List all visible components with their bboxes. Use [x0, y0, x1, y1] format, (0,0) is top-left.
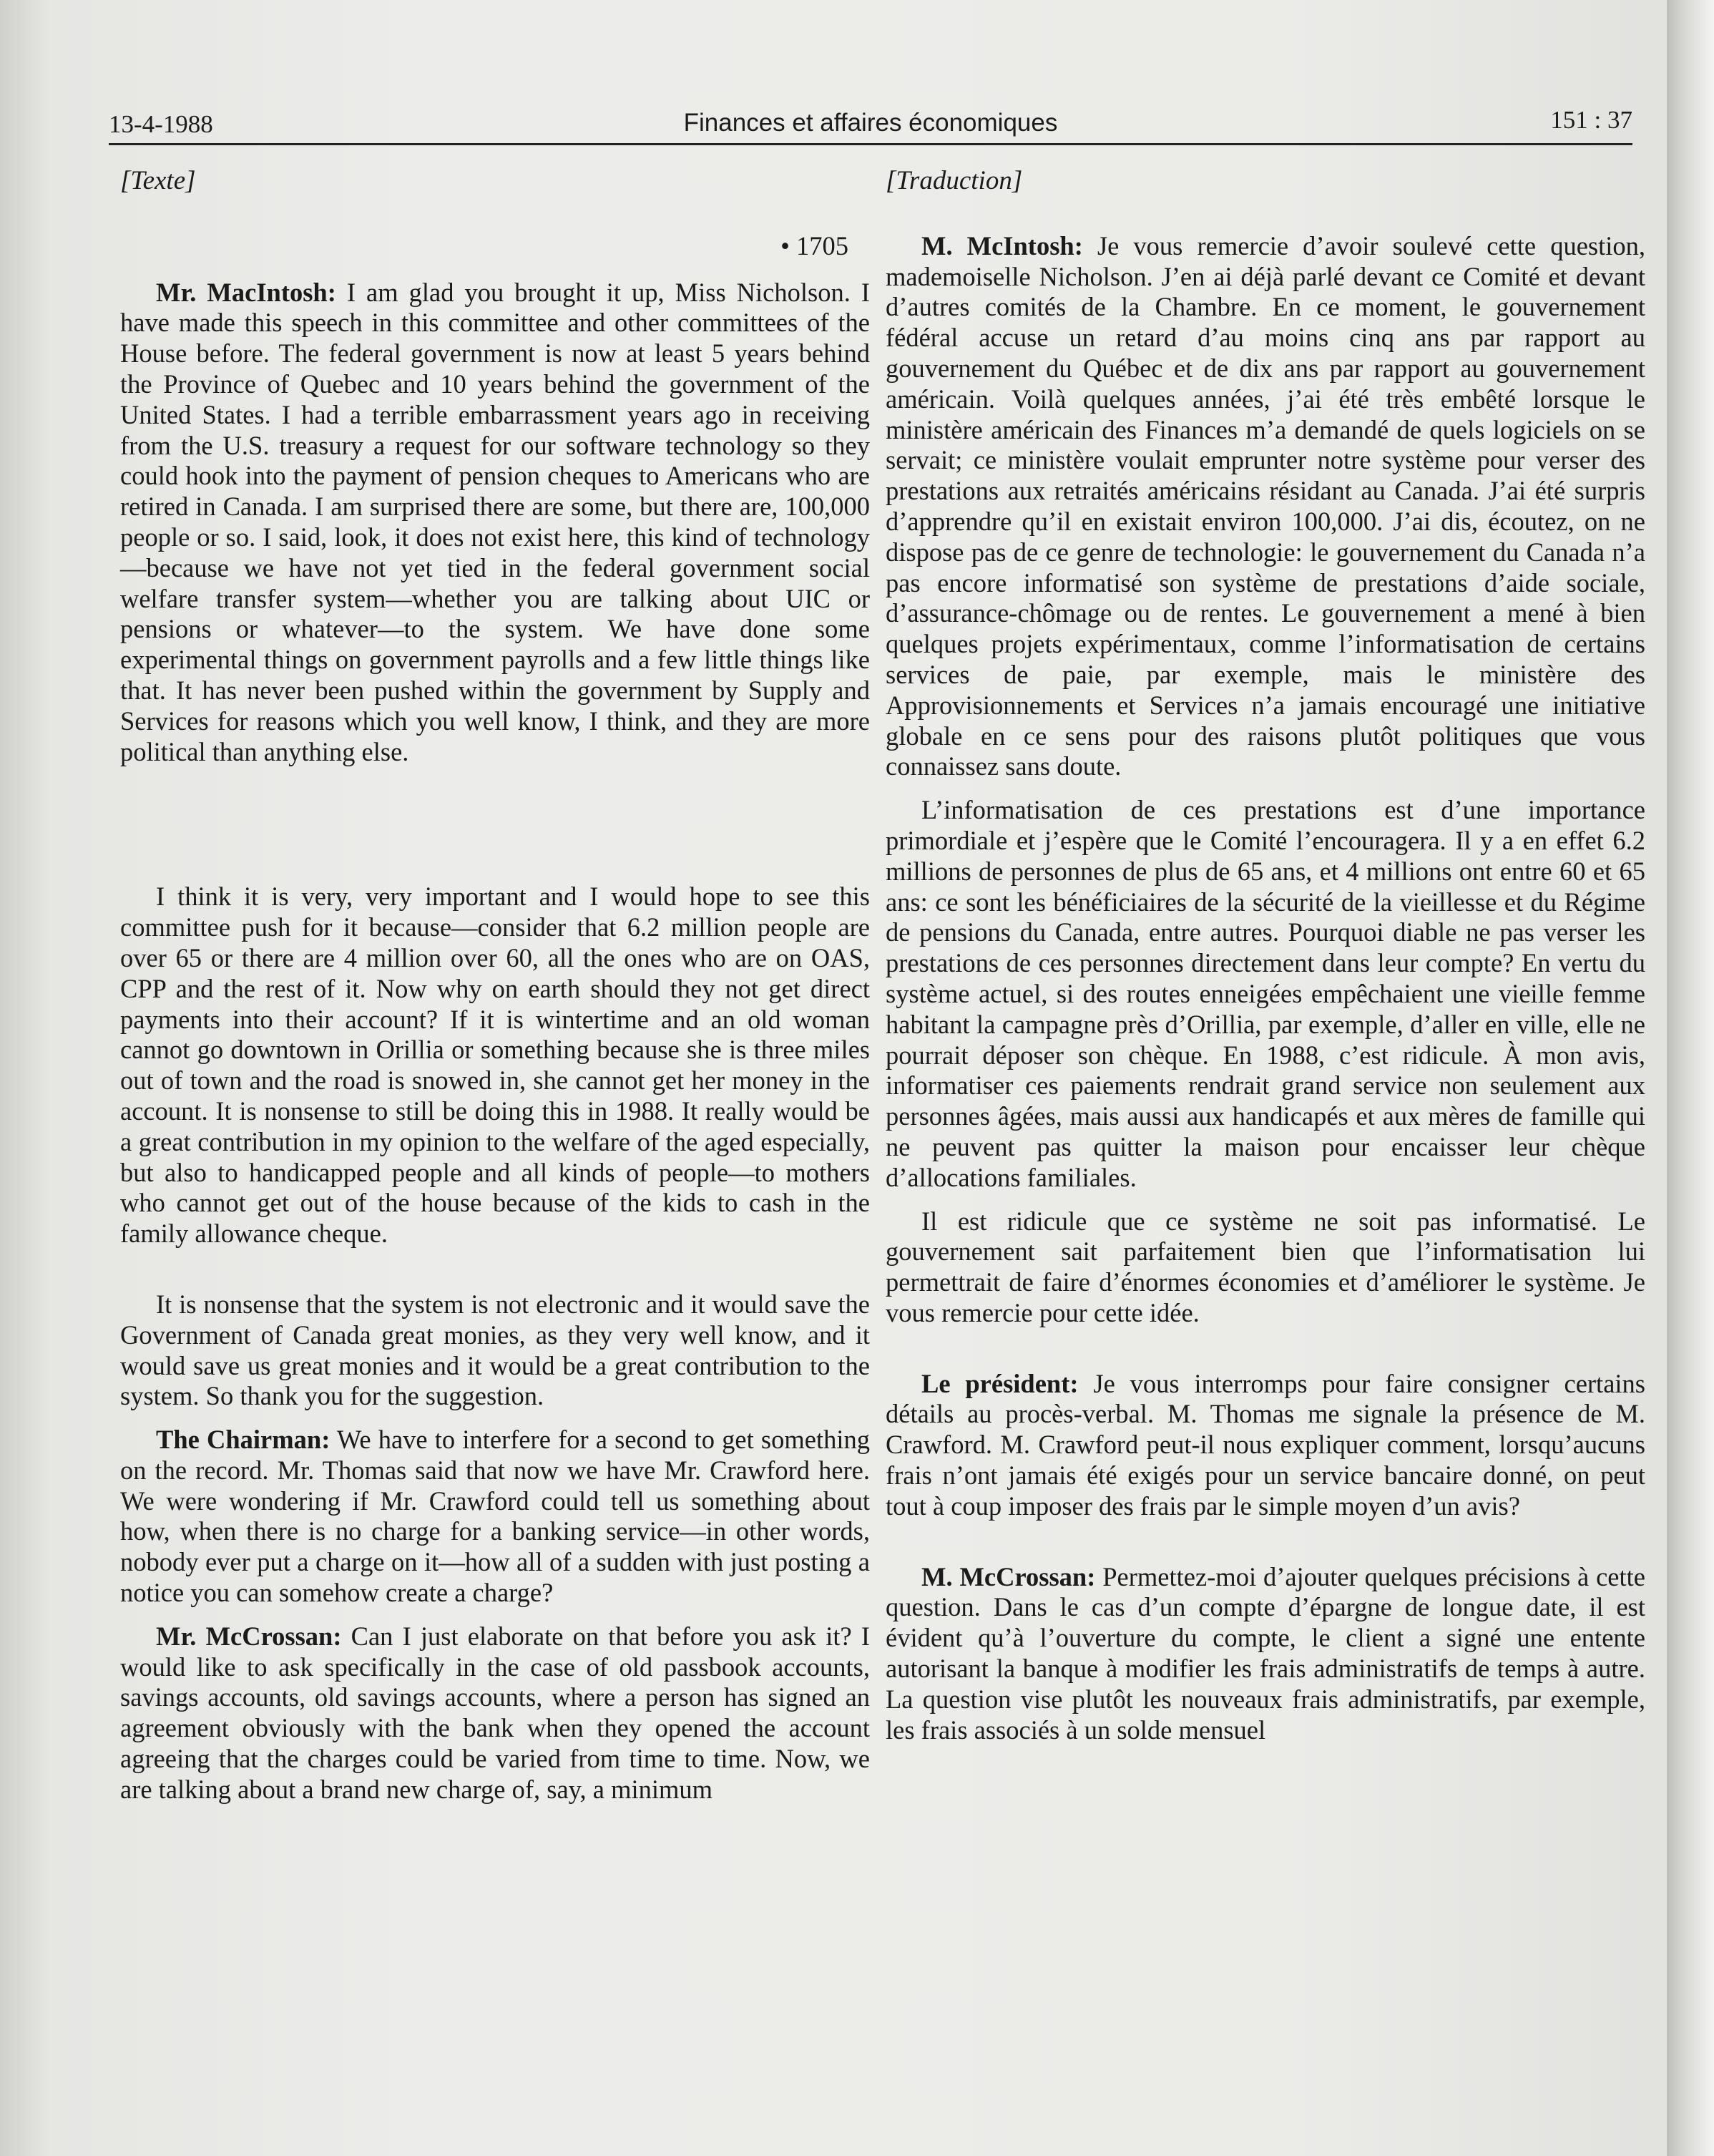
paragraph-text: Je vous remercie d’avoir soulevé cette question, mademoiselle Nicholson. J’en ai déjà parlé devant ce Comité et devant d’autres comités de la Chambre. En ce moment, le gouvernement fédéral accuse un retard d’au moins cinq ans par rapport au gouvernement du Québec et de dix ans par rapport au gouvernement américain. Voilà quelques années, j’ai été très embêté lorsque le ministère américain des Finances m’a demandé de quels logiciels on se servait; ce ministère voulait emprunter notre système pour verser des prestations aux retraités américains résidant au Canada. J’ai été surpris d’apprendre qu’il en existait environ 100,000. J’ai dis, écoutez, on ne dispose pas de ce genre de technologie: le gouvernement du Canada n’a pas encore informatisé son système de prestations d’aide sociale, d’assurance-chômage ou de rentes. Le gouvernement a mené à bien quelques projets expérimentaux, comme l’informatisation de certains services de paie, par exemple, mais le ministère des Approvisionnements et Services n’a jamais encouragé une initiative globale en ce sens pour des raisons plutôt politiques que vous connaissez sans doute. — [886, 230, 1646, 781]
paragraph-chairman — [120, 1425, 870, 1609]
paragraph: L’informatisation de ces prestations est d’une importance primordiale et j’espère que le Comité l’encouragera. Il y a en effet 6.2 millions de personnes de plus de 65 ans, et 4 millions ont entre 60 et 65 ans: ce sont les bénéficiaires de la sécurité de la vieillesse et du Régime de pensions du Canada, entre autres. Pourquoi diable ne pas verser les prestations de ces personnes directement dans leur compte? En vertu du système actuel, si des routes enneigées empêchaient une vieille femme habitant la campagne près d’Orillia, par exemple, d’aller en ville, elle ne pourrait déposer son chèque. En 1988, c’est ridicule. À mon avis, informatiser ces paiements rendrait grand service non seulement aux personnes âgées, mais aussi aux handicapés et aux mères de famille qui ne peuvent pas quitter la maison pour encaisser leur chèque d’allocations familiales. — [886, 795, 1645, 1192]
speaker-name: M. McIntosh: — [921, 230, 1083, 260]
speaker-name: M. McCrossan: — [921, 1561, 1096, 1591]
translation-label: [Traduction] — [886, 166, 1023, 195]
english-column — [120, 166, 870, 1805]
speaker-name: Mr. McCrossan: — [156, 1621, 342, 1651]
speaker-name: The Chairman: — [156, 1425, 330, 1455]
paragraph-text: I am glad you brought it up, Miss Nicholson. I have made this speech in this committee and other committees of the House before. The federal government is now at least 5 years behind the Province of Quebec and 10 years behind the government of the United States. I had a terrible embarrassment years ago in receiving from the U.S. treasury a request for our software technology so they could hook into the payment of pension cheques to Americans who are retired in Canada. I am surprised there are some, but there are, 100,000 people or so. I said, look, it does not exist here, this kind of technology—because we have not yet tied in the federal government social welfare transfer system—whether you are talking about UIC or pensions or whatever—to the system. We have done some experimental things on government payrolls and a few little things like that. It has never been pushed within the government by Supply and Services for reasons which you well know, I think, and they are more political than anything else. — [120, 277, 870, 766]
paragraph-macintosh — [120, 278, 870, 768]
french-column — [886, 166, 1645, 1745]
paragraph-text: Permettez-moi d’ajouter quelques précisions à cette question. Dans le cas d’un compte d’épargne de longue date, il est évident qu’à l’ouverture du compte, le client a signé une entente autorisant la banque à modifier les frais administratifs de temps à autre. La question vise plutôt les nouveaux frais administratifs, par exemple, les frais associés à un solde mensuel — [886, 1561, 1645, 1745]
speaker-name: Le président: — [921, 1368, 1079, 1398]
speaker-name: Mr. MacIntosh: — [156, 277, 336, 307]
paragraph-text: We have to interfere for a second to get something on the record. Mr. Thomas said that now we have Mr. Crawford here. We were wondering if Mr. Crawford could tell us something about how, when there is no charge for a banking service—in other words, nobody ever put a charge on it—how all of a sudden with just posting a notice you can somehow create a charge? — [120, 1425, 870, 1608]
paragraph-mccrossan — [886, 1562, 1645, 1746]
header-title: Finances et affaires économiques — [683, 109, 1058, 137]
book-spine-edge — [1667, 0, 1714, 2156]
paragraph-mcintosh — [886, 231, 1645, 782]
time-stamp: • 1705 — [780, 230, 848, 260]
paragraph-text: Je vous interromps pour faire consigner certains détails au procès-verbal. M. Thomas me signale la présence de M. Crawford. M. Crawford peut-il nous expliquer comment, lorsqu’aucuns frais n’ont jamais été exigés pour un service bancaire donné, on peut tout à coup imposer des frais par le simple moyen d’un avis? — [886, 1368, 1645, 1521]
paragraph: It is nonsense that the system is not electronic and it would save the Government of Canada great monies, as they very well know, and it would save us great monies and it would be a great contribution to the system. So thank you for the suggestion. — [120, 1289, 870, 1411]
paragraph-president — [886, 1369, 1645, 1522]
paragraph: I think it is very, very important and I would hope to see this committee push for it because—consider that 6.2 million people are over 65 or there are 4 million over 60, all the ones who are on OAS, CPP and the rest of it. Now why on earth should they not get direct payments into their account? If it is wintertime and an old woman cannot go downtown in Orillia or something because she is three miles out of town and the road is snowed in, she cannot get her money in the account. It is nonsense to still be doing this in 1988. It really would be a great contribution in my opinion to the welfare of the aged especially, but also to handicapped people and all kinds of people—to mothers who cannot get out of the house because of the kids to cash in the family allowance cheque. — [120, 882, 870, 1249]
header-page-number: 151 : 37 — [1550, 106, 1632, 134]
paragraph-mccrossan — [120, 1621, 870, 1805]
paragraph-text: Can I just elaborate on that before you ask it? I would like to ask specifically in the case of old passbook accounts, savings accounts, old savings accounts, where a person has signed an agreement obviously with the bank when they opened the account agreeing that the charges could be varied from time to time. Now, we are talking about a brand new charge of, say, a minimum — [120, 1621, 870, 1804]
paragraph: Il est ridicule que ce système ne soit pas informatisé. Le gouvernement sait parfaitement bien que l’informatisation lui permettrait de faire d’énormes économies et d’améliorer le système. Je vous remercie pour cette idée. — [886, 1206, 1645, 1327]
header-date: 13-4-1988 — [109, 110, 213, 138]
running-header — [109, 100, 1632, 145]
text-label: [Texte] — [120, 166, 196, 195]
